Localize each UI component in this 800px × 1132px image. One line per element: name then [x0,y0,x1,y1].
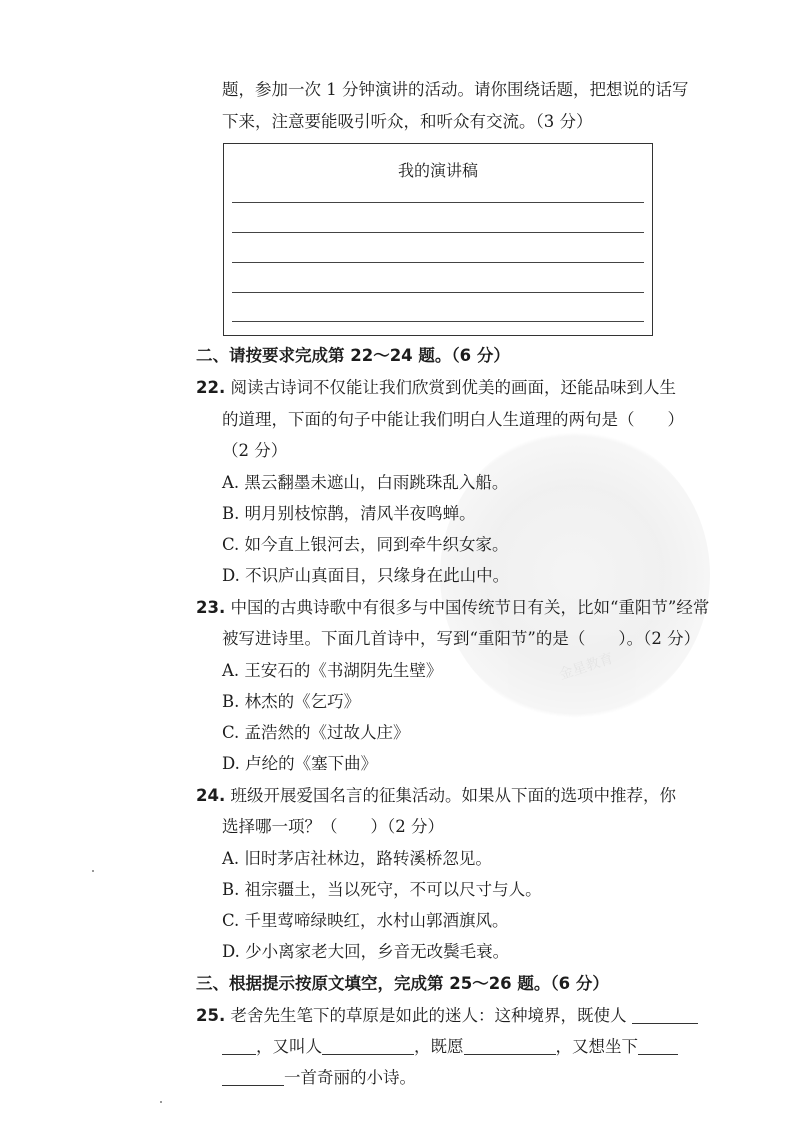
option-d[interactable]: D. 少小离家老大回，乡音无改鬓毛衰。 [222,942,510,961]
question-text: 班级开展爱国名言的征集活动。如果从下面的选项中推荐，你 [230,786,676,805]
writing-line[interactable] [232,232,644,233]
question-number: 22. [196,378,226,397]
intro-line-2: 下来，注意要能吸引听众，和听众有交流。（3 分） [222,112,593,131]
question-number: 24. [196,786,226,805]
option-a[interactable]: A. 旧时茅店社林边，路转溪桥忽见。 [222,849,492,868]
question-24-line-2: 选择哪一项？（ ）（2 分） [222,817,444,836]
section-2-heading: 二、请按要求完成第 22～24 题。（6 分） [196,346,510,365]
question-23-line-1 [196,597,709,619]
question-text: ，既愿 [414,1037,464,1056]
watermark-text: 金星教育 [557,650,616,684]
question-number: 25. [196,1006,226,1025]
speech-box-title: 我的演讲稿 [397,161,478,180]
question-text: ，又想坐下 [555,1037,638,1056]
option-c[interactable]: C. 孟浩然的《过故人庄》 [222,723,410,742]
question-text: ，又叫人 [256,1037,322,1056]
question-22-line-1 [196,377,676,399]
option-a[interactable]: A. 黑云翻墨未遮山，白雨跳珠乱入船。 [222,473,509,492]
question-25-line-3 [222,1067,416,1089]
question-text: 阅读古诗词不仅能让我们欣赏到优美的画面，还能品味到人生 [230,378,676,397]
question-24-line-1 [196,785,676,807]
intro-line-1: 题，参加一次 1 分钟演讲的活动。请你围绕话题，把想说的话写 [222,80,689,99]
option-b[interactable]: B. 祖宗疆土，当以死守，不可以尺寸与人。 [222,880,542,899]
option-c[interactable]: C. 千里莺啼绿映红，水村山郭酒旗风。 [222,911,509,930]
question-text: 老舍先生笔下的草原是如此的迷人：这种境界，既使人 [230,1006,627,1025]
fill-blank[interactable] [222,1067,284,1086]
question-25-line-2 [222,1036,678,1058]
option-a[interactable]: A. 王安石的《书湖阴先生壁》 [222,661,443,680]
question-22-line-2: 的道理，下面的句子中能让我们明白人生道理的两句是（ ） [222,410,684,429]
question-22-line-3: （2 分） [222,441,288,460]
writing-line[interactable] [232,262,644,263]
scan-speck [160,1101,162,1103]
option-c[interactable]: C. 如今直上银河去，同到牵牛织女家。 [222,535,509,554]
fill-blank[interactable] [632,1005,698,1024]
question-text: 中国的古典诗歌中有很多与中国传统节日有关，比如“重阳节”经常 [230,598,710,617]
scan-speck [92,870,94,872]
fill-blank[interactable] [464,1036,556,1055]
option-d[interactable]: D. 不识庐山真面目，只缘身在此山中。 [222,566,510,585]
fill-blank[interactable] [638,1036,678,1055]
writing-line[interactable] [232,202,644,203]
option-b[interactable]: B. 林杰的《乞巧》 [222,692,361,711]
fill-blank[interactable] [222,1036,256,1055]
question-text: 一首奇丽的小诗。 [284,1068,416,1087]
question-number: 23. [196,598,226,617]
option-b[interactable]: B. 明月别枝惊鹊，清风半夜鸣蝉。 [222,504,476,523]
writing-line[interactable] [232,321,644,322]
question-25-line-1 [196,1005,698,1027]
writing-line[interactable] [232,292,644,293]
option-d[interactable]: D. 卢纶的《塞下曲》 [222,754,378,773]
section-3-heading: 三、根据提示按原文填空，完成第 25～26 题。（6 分） [196,974,609,993]
fill-blank[interactable] [322,1036,414,1055]
speech-draft-box [223,143,653,336]
question-23-line-2: 被写进诗里。下面几首诗中，写到“重阳节”的是（ ）。（2 分） [222,629,701,648]
